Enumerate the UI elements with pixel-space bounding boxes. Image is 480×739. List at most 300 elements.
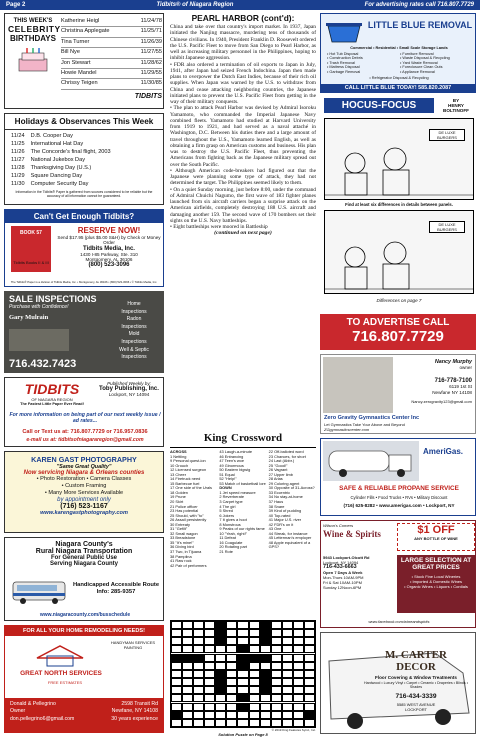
crossword-cell[interactable] (171, 686, 182, 694)
gymnast-photo (323, 357, 393, 413)
birthday-list (61, 17, 162, 100)
crossword-cell[interactable] (271, 670, 282, 678)
crossword-cell (260, 629, 271, 637)
crossword-cell[interactable] (249, 686, 260, 694)
crossword-cell[interactable] (182, 703, 193, 711)
company-name: Tidbits Media, Inc. (83, 245, 135, 252)
crossword-cell[interactable] (304, 719, 315, 727)
crossword-cell[interactable] (282, 629, 293, 637)
crossword-cell[interactable] (304, 678, 315, 686)
book-ad-footer: The Tidbits® Paper is a division of Tidbits Media, Inc. • Montgomery, AL 36106 • (800) 523-3096 • © Tidbits Media, Inc. (10, 280, 158, 284)
crossword-cell[interactable] (182, 637, 193, 645)
crossword-cell[interactable] (293, 662, 304, 670)
crossword-cell[interactable] (260, 645, 271, 653)
crossword-cell[interactable] (226, 678, 237, 686)
amerigas-logo: AmeriGas. (423, 447, 464, 456)
holiday-row: 11/26 The Concorde's final flight, 2003 (11, 149, 111, 155)
little-blue-phone: CALL LITTLE BLUE TODAY! 585.820.2087 (321, 84, 475, 92)
nancy-addr: 6119 1st St (449, 384, 472, 390)
crossword-cell[interactable] (271, 645, 282, 653)
crossword-cell (215, 686, 226, 694)
sales-services: Home Inspections Radon Inspections Mold Inspections Well & Septic Inspections (119, 301, 149, 361)
crossword-cell (260, 670, 271, 678)
gym-site[interactable]: ZGgymnasticscenter.com (324, 427, 370, 432)
across-down-clues: 43 Laugh-a-minute 46 Entrancing 47 Teen's woe 49 Ginormous 50 Eastern bigwig 51 Equal 52 "Help!" 53 Match of basketball lore DOWN 1 Jet speed measure 2 Reverberate 3 Carpet type 4 The girl 5 Shred 6 Jokers 7 It gives a hoot 8 Monstrous 9 Peaks of our rights fame 10 "Yeah, right!" 11 Defeat 16 Coagulate 20 Rotating part 21 Rote (219, 449, 266, 555)
crossword-cell[interactable] (171, 637, 182, 645)
crossword-cell[interactable] (237, 637, 248, 645)
header-title: Tidbits® of Niagara Region (156, 2, 234, 8)
crossword-cell[interactable] (182, 670, 193, 678)
crossword-cell[interactable] (282, 621, 293, 629)
crossword-cell[interactable] (171, 703, 182, 711)
carter-decor-ad (320, 632, 476, 734)
crossword-cell[interactable] (282, 645, 293, 653)
sales-name: Gary Mulrain (9, 314, 49, 321)
article-paragraph: • Although American code-breakers had figured out that the Japanese were planning some type of attack, they had not determined the target. The Philippines seemed likely to them. (170, 167, 316, 187)
crossword-cell[interactable] (204, 637, 215, 645)
birthdays-title-2: CELEBRITY (8, 24, 61, 34)
transit-title-1: Niagara County's (55, 541, 113, 548)
remodel-title: FOR ALL YOUR HOME REMODELING NEEDS! (5, 626, 163, 636)
holiday-row: 11/27 National Jukebox Day (11, 157, 86, 163)
hocus-author: HENRY BOLTINOFF (443, 103, 469, 113)
house-image (9, 329, 69, 351)
crossword-footer: © 2019 King Features Synd., Inc. (271, 728, 316, 732)
wine-addr: 5943 Lockport-Olcott Rd (323, 555, 370, 560)
crossword-cell[interactable] (260, 694, 271, 702)
crossword-cell[interactable] (226, 703, 237, 711)
little-blue-sub: Commercial • Residential • Small Scale Storage Lands (350, 46, 448, 50)
header-rates: For advertising rates call 716.807.7729 (364, 2, 474, 8)
crossword-cell[interactable] (182, 719, 193, 727)
crossword-cell[interactable] (226, 662, 237, 670)
crossword-cell[interactable] (193, 645, 204, 653)
crossword-cell[interactable] (193, 662, 204, 670)
crossword-cell[interactable] (282, 670, 293, 678)
reserve-text: Send $17.95 (plus $5.00 S&H) by Check or Money Order (57, 235, 161, 246)
crossword-cell[interactable] (271, 703, 282, 711)
hocus-sign-2: DE LUXE BURGERS (429, 221, 465, 233)
crossword-cell[interactable] (226, 694, 237, 702)
crossword-cell[interactable] (193, 637, 204, 645)
crossword-cell[interactable] (293, 670, 304, 678)
celebrity-birthdays (4, 13, 164, 109)
crossword-cell[interactable] (182, 686, 193, 694)
holidays-box (4, 113, 164, 205)
crossword-cell[interactable] (182, 678, 193, 686)
coupon-desc: ANY BOTTLE OF WINE (414, 536, 458, 541)
crossword-cell[interactable] (304, 621, 315, 629)
hocus-panel-2 (324, 210, 474, 294)
crossword-cell[interactable] (215, 719, 226, 727)
crossword-cell[interactable] (293, 678, 304, 686)
karen-service: • Custom Framing (61, 483, 107, 489)
hocus-caption: Find at least six differences in details between panels. (345, 202, 453, 207)
holiday-row: 11/30 Computer Security Day (11, 181, 89, 187)
crossword-cell[interactable] (304, 662, 315, 670)
bus-image (11, 578, 69, 606)
crossword-solution: Solution Puzzle on Page 8 (218, 732, 268, 737)
remodel-info-bar (5, 698, 163, 732)
hocus-sign: DE LUXE BURGERS (429, 129, 465, 141)
crossword-cell[interactable] (215, 703, 226, 711)
crossword-cell[interactable] (237, 678, 248, 686)
birthday-row: Howie Mandel 11/29/55 (61, 69, 162, 79)
crossword-cell[interactable] (237, 621, 248, 629)
crossword-cell[interactable] (293, 637, 304, 645)
crossword-cell[interactable] (204, 629, 215, 637)
amerigas-ad (320, 438, 476, 516)
article-paragraph: • The plan to attack Pearl Harbor was devised by Admiral Isoroku Yamamoto, who commanded the Imperial Japanese Navy combined fleets. Yamamoto had studied at Harvard University from 1919 to 1921, and had served as a naval attaché in Washington, D.C. Between his duties there and a large amount of travel throughout the U.S., Yamamoto learned English, as well as obtaining a firm grasp on American customs and business. His plan was to destroy the U.S. Pacific Fleet, thus preventing the Americans from fighting back as the Japanese military spread out over the South Pacific. (170, 105, 316, 168)
remodel-role: Owner (10, 708, 26, 715)
crossword-cell[interactable] (226, 719, 237, 727)
crossword-cell[interactable] (204, 621, 215, 629)
crossword-cell[interactable] (304, 686, 315, 694)
remodel-addr-1: 2598 Transit Rd (121, 701, 158, 707)
crossword (170, 428, 316, 737)
crossword-cell[interactable] (193, 678, 204, 686)
crossword-cell[interactable] (282, 686, 293, 694)
crossword-cell[interactable] (282, 703, 293, 711)
carter-sub: Floor Covering & Window Treatments (375, 675, 457, 680)
crossword-cell[interactable] (215, 645, 226, 653)
advertise-line-2: 716.807.7729 (352, 328, 444, 345)
crossword-cell[interactable] (249, 703, 260, 711)
holidays-title: Holidays & Observances This Week (5, 114, 163, 130)
crossword-cell[interactable] (226, 629, 237, 637)
crossword-cell[interactable] (271, 678, 282, 686)
crossword-cell[interactable] (249, 670, 260, 678)
publisher-city: Lockport, NY 14094 (108, 392, 150, 398)
publisher-call: Call or Text us at: 716.807.7729 or 716.957.0836 (22, 429, 148, 435)
crossword-cell[interactable] (249, 621, 260, 629)
remodel-company: GREAT NORTH SERVICES (20, 670, 102, 677)
crossword-cell[interactable] (271, 694, 282, 702)
birthday-row: Bill Nye 11/27/55 (61, 48, 162, 58)
crossword-cell (182, 654, 193, 662)
crossword-cell[interactable] (237, 719, 248, 727)
crossword-cell[interactable] (204, 662, 215, 670)
crossword-cell[interactable] (249, 637, 260, 645)
sale-inspections-ad (4, 291, 164, 373)
amerigas-items: Cylinder Fills • Food Trucks • RVs • Military Discount (350, 495, 448, 500)
crossword-cell[interactable] (204, 703, 215, 711)
crossword-cell[interactable] (171, 719, 182, 727)
amerigas-title: SAFE & RELIABLE PROPANE SERVICE (339, 485, 459, 492)
crossword-cell[interactable] (249, 645, 260, 653)
birthday-row: Katherine Heigl 11/24/78 (61, 17, 162, 27)
crossword-cell[interactable] (271, 662, 282, 670)
amerigas-phone: (716) 625-8282 • www.amerigas.com • Lockport, NY (343, 503, 455, 508)
crossword-cell[interactable] (282, 711, 293, 719)
crossword-cell[interactable] (293, 686, 304, 694)
nancy-email[interactable]: Nancy.zerogravity123@gmail.com (411, 399, 472, 404)
holiday-row: 11/25 International Hat Day (11, 141, 84, 147)
down-clues: 22 Off-balloted word 23 Chances, for short 24 Last (Abbr.) 25 "Good!" 26 Vagrant 27 Upper limb 28 Arias 29 Coloring agent 30 Opposite of 31-Across? 33 Eccentric 34 No stay-at-home 37 Haus 38 Snare 39 Kind of pudding 40 Top-rated 41 Major U.S. river 42 FDR's on it 43 One 44 Streak, for instance 45 Letterman's employer 48 Apple equivalent of a GPS? (268, 449, 315, 550)
crossword-cell (215, 637, 226, 645)
publisher-email[interactable]: e-mail us at: tidbitsofniagararegion@gmail.com (26, 437, 144, 443)
page-header (0, 0, 480, 10)
crossword-clues (170, 450, 316, 618)
crossword-cell[interactable] (271, 621, 282, 629)
crossword-cell[interactable] (182, 694, 193, 702)
crossword-cell (215, 629, 226, 637)
crossword-cell[interactable] (249, 629, 260, 637)
crossword-cell (237, 703, 248, 711)
crossword-cell (237, 662, 248, 670)
crossword-cell[interactable] (237, 629, 248, 637)
crossword-cell[interactable] (271, 719, 282, 727)
crossword-cell[interactable] (237, 686, 248, 694)
tidbits-logo: TIDBITS OF NIAGARA REGION The Fastest Little Paper Ever Read! (20, 381, 84, 406)
free-estimates: FREE ESTIMATES (47, 680, 83, 685)
crossword-cell[interactable] (193, 703, 204, 711)
crossword-cell[interactable] (226, 621, 237, 629)
crossword-cell (171, 654, 182, 662)
crossword-cell[interactable] (293, 703, 304, 711)
crossword-cell (193, 654, 204, 662)
nancy-name: Nancy Murphy (434, 359, 472, 365)
gym-sub: Let Gymnastics Take Your Above and Beyond (324, 422, 405, 427)
crossword-cell[interactable] (193, 694, 204, 702)
transit-sub-1: For General Public Use (50, 555, 118, 561)
remodel-owner: Donald & Pellegrino (10, 701, 56, 707)
crossword-cell[interactable] (271, 654, 282, 662)
little-blue-title: LITTLE BLUE REMOVAL (367, 20, 473, 30)
article-paragraph: • FDR also ordered a termination of oil exports to Japan in July, 1941, after Japan had seized French Indochina. Japan then made plans to overpower the Dutch East Indies, because of their rich oil supplies. When Japan was warned by the U.S. to withdraw from China and cease attacking neighboring countries, the Japanese initiated plans to prevent the U.S. Pacific Fleet from getting in the way of their military conquests. (170, 61, 316, 105)
crossword-cell[interactable] (271, 686, 282, 694)
crossword-cell[interactable] (282, 678, 293, 686)
crossword-cell (249, 654, 260, 662)
wine-hours: Open 7 Days A Week (323, 570, 363, 575)
sales-phone: 716.432.7423 (9, 358, 77, 370)
crossword-cell[interactable] (204, 686, 215, 694)
publisher-company: Toby Publishing, Inc. (99, 386, 159, 393)
crossword-cell[interactable] (237, 670, 248, 678)
crossword-cell[interactable] (204, 645, 215, 653)
crossword-cell[interactable] (193, 621, 204, 629)
crossword-cell (215, 621, 226, 629)
crossword-cell[interactable] (293, 629, 304, 637)
crossword-cell[interactable] (293, 621, 304, 629)
crossword-cell (237, 654, 248, 662)
article-paragraph: • On a quiet Sunday morning, just before 8:00, under the command of Admiral Chuichi Nagumo, the first wave of 183 fighter planes launched from six aircraft carriers began a surprise attack on the American airfields, completely destroying 188 U.S. aircraft and damaging another 159. The second wave of 170 bombers set their sights on the U.S. Navy battleships. (170, 186, 316, 224)
crossword-grid[interactable] (170, 620, 316, 728)
crossword-cell[interactable] (182, 629, 193, 637)
crossword-cell[interactable] (271, 711, 282, 719)
article-title: PEARL HARBOR (cont'd): (191, 13, 295, 23)
address-line-2: Montgomery, AL 36106 (85, 256, 133, 262)
crossword-cell[interactable] (282, 662, 293, 670)
crossword-cell[interactable] (282, 694, 293, 702)
cake-icon (16, 47, 50, 73)
crossword-cell[interactable] (182, 711, 193, 719)
crossword-cell[interactable] (193, 629, 204, 637)
crossword-cell[interactable] (204, 719, 215, 727)
address-line-1: 1430 I-85 Parkway, Ste. 310 (80, 251, 138, 257)
crossword-cell (215, 678, 226, 686)
reserve-now: RESERVE NOW! (77, 226, 141, 235)
transit-web[interactable]: www.niagaracounty.com/busschedule (39, 612, 131, 618)
crossword-cell (215, 670, 226, 678)
crossword-cell[interactable] (226, 686, 237, 694)
crossword-cell (237, 645, 248, 653)
crossword-cell[interactable] (260, 711, 271, 719)
hocus-answer: Differences on page 7 (376, 298, 422, 303)
hocus-title: HOCUS-FOCUS (324, 98, 434, 113)
crossword-cell[interactable] (282, 719, 293, 727)
karen-line: Now servicing Niagara & Orleans counties (23, 470, 145, 476)
crossword-cell[interactable] (304, 703, 315, 711)
crossword-cell[interactable] (171, 694, 182, 702)
carter-city: LOCKPORT (405, 707, 427, 712)
crossword-cell[interactable] (304, 694, 315, 702)
crossword-cell[interactable] (215, 711, 226, 719)
karen-quote: "Same Great Quality" (56, 464, 112, 470)
gymnastics-ad (320, 354, 476, 434)
painting-label: PAINTING (123, 645, 143, 650)
crossword-cell[interactable] (249, 694, 260, 702)
crossword-cell[interactable] (271, 629, 282, 637)
crossword-cell[interactable] (304, 629, 315, 637)
karen-service: • Many More Services Available (44, 490, 124, 496)
crossword-cell[interactable] (215, 694, 226, 702)
crossword-cell[interactable] (304, 645, 315, 653)
handyman-label: HANDYMAN SERVICES (110, 640, 156, 645)
crossword-cell[interactable] (215, 662, 226, 670)
crossword-cell (260, 686, 271, 694)
crossword-cell[interactable] (215, 654, 226, 662)
publisher-box (4, 377, 164, 447)
tidbits-brand: TIDBITS (134, 92, 162, 100)
wine-header: Wilson's Corners (323, 523, 354, 528)
little-blue-ad (320, 13, 476, 93)
transit-title-2: Rural Niagara Transportation (35, 548, 133, 555)
crossword-cell[interactable] (226, 654, 237, 662)
karen-phone: (716) 523-1167 (60, 503, 108, 510)
crossword-cell[interactable] (226, 670, 237, 678)
crossword-cell[interactable] (193, 670, 204, 678)
crossword-cell[interactable] (249, 719, 260, 727)
carter-name-2: DECOR (396, 661, 436, 673)
crossword-cell[interactable] (226, 637, 237, 645)
little-blue-services: • Hot Tub Disposal • Furniture Removal • Construction Debris • Waste Disposal & Recycling • Trash Removal • Yard Waste Removal • Mattress Disposal • Foreclosure Clean Outs • Garbage Removal • Appliance Removal (327, 52, 450, 74)
birthday-row: Christina Applegate 11/25/71 (61, 27, 162, 37)
published-by: Published Weekly by: (107, 381, 151, 386)
crossword-cell[interactable] (171, 621, 182, 629)
crossword-cell[interactable] (237, 711, 248, 719)
book-ad-phone: (800) 523-3096 (88, 262, 130, 269)
crossword-cell[interactable] (304, 654, 315, 662)
crossword-cell[interactable] (293, 694, 304, 702)
dumpster-icon (325, 20, 363, 44)
crossword-cell[interactable] (260, 703, 271, 711)
crossword-cell[interactable] (171, 645, 182, 653)
crossword-cell[interactable] (249, 678, 260, 686)
hocus-focus (320, 96, 476, 310)
tidbits-book-ad (4, 209, 164, 287)
crossword-cell[interactable] (271, 637, 282, 645)
remodel-email[interactable]: don.pellegrino6@gmail.com (10, 715, 75, 722)
article-paragraph: • Eight battleships were moored in Battleship (170, 224, 268, 230)
crossword-cell (260, 621, 271, 629)
crossword-cell[interactable] (193, 686, 204, 694)
carter-phone: 716-434-3339 (395, 693, 437, 700)
crossword-cell[interactable] (182, 662, 193, 670)
remodel-ad (4, 625, 164, 733)
crossword-cell[interactable] (293, 645, 304, 653)
book-ad-title: Can't Get Enough Tidbits? (5, 210, 163, 223)
birthday-row: Jon Stewart 11/28/62 (61, 59, 162, 69)
holiday-row: 11/24 D.B. Cooper Day (11, 133, 73, 139)
wine-phone: 716-433-6663 (323, 564, 357, 570)
crossword-cell[interactable] (260, 719, 271, 727)
book-label: BOOK 57 (20, 230, 42, 236)
nancy-city: Newfane NY 14108 (432, 389, 472, 395)
crossword-cell[interactable] (304, 637, 315, 645)
remodel-years: 30 years experience (111, 715, 158, 722)
holiday-row: 11/28 Thanksgiving Day (U.S.) (11, 165, 92, 171)
article-paragraph: China and take over that country's import market. In 1937, Japan initiated the Nanjing massacre, murdering tens of thousands of Chinese civilians. In 1940, President Franklin D. Roosevelt ordered the U.S. Pacific Fleet to move from San Diego to Pearl Harbor, as well as increasing military personnel in the Philippines, hoping to inhibit Japanese aggression. (170, 24, 316, 62)
nancy-phone: 716-778-7100 (434, 378, 472, 385)
crossword-cell[interactable] (249, 711, 260, 719)
crossword-cell[interactable] (171, 662, 182, 670)
crossword-cell[interactable] (304, 670, 315, 678)
crossword-cell[interactable] (282, 654, 293, 662)
crossword-cell[interactable] (204, 654, 215, 662)
article (170, 13, 316, 425)
page-number: Page 2 (6, 2, 26, 8)
birthday-row: Tina Turner 11/26/39 (61, 38, 162, 48)
crossword-cell[interactable] (182, 645, 193, 653)
crossword-cell[interactable] (293, 654, 304, 662)
crossword-cell[interactable] (171, 629, 182, 637)
crossword-cell[interactable] (204, 694, 215, 702)
karen-title: KAREN GAST PHOTOGRAPHY (31, 455, 137, 464)
crossword-cell[interactable] (293, 719, 304, 727)
crossword-cell[interactable] (204, 678, 215, 686)
sales-sub: Purchase with Confidence! (9, 304, 69, 310)
crossword-cell[interactable] (260, 662, 271, 670)
crossword-cell[interactable] (249, 662, 260, 670)
crossword-cell[interactable] (171, 670, 182, 678)
advertise-line-1: TO ADVERTISE CALL (346, 317, 450, 328)
crossword-cell[interactable] (204, 711, 215, 719)
crossword-cell[interactable] (204, 670, 215, 678)
carter-items: Hardwood • Luxury Vinyl • Carpet • Ceramic • Draperies • Blinds • Shades (364, 681, 468, 689)
crossword-brand: King (203, 432, 228, 444)
crossword-cell[interactable] (226, 711, 237, 719)
crossword-cell[interactable] (293, 711, 304, 719)
gym-name: Zero Gravity Gymnastics Center Inc (324, 415, 420, 421)
crossword-cell[interactable] (226, 645, 237, 653)
crossword-cell[interactable] (171, 678, 182, 686)
karen-gast-ad (4, 451, 164, 533)
crossword-cell[interactable] (193, 711, 204, 719)
crossword-cell[interactable] (193, 719, 204, 727)
carter-name: M. CARTER (385, 649, 447, 661)
birthdays-title-1: THIS WEEK'S (13, 18, 53, 24)
birthday-row: Chrissy Teigen 11/30/85 (61, 79, 162, 89)
holiday-list (5, 130, 163, 190)
wine-facebook[interactable]: www.facebook.com/wineandspirits (368, 619, 430, 624)
wine-spirits-ad: Wilson's Corners Wine & Spirits $1 OFF ANY BOTTLE OF WINE 5943 Lockport-Olcott Rd Lockport, NY 14094 716-433-6663 Open 7 Days A Week Mon-Thurs 10AM-9PM Fri & Sat 10AM-10PM Sunday 12Noon-6PM LARGE SELECTION AT GREAT PRICES • Stock Fine Local Wineries • Imported & Domestic Wines • Organic Wines • Liquors • Cordials www.facebook.com/wineandspirits (320, 520, 476, 628)
karen-web[interactable]: www.karengastphotography.com (40, 510, 128, 516)
transit-ad (4, 537, 164, 621)
crossword-cell[interactable] (182, 621, 193, 629)
crossword-cell[interactable] (282, 637, 293, 645)
wine-name: Wine & Spirits (323, 529, 381, 539)
